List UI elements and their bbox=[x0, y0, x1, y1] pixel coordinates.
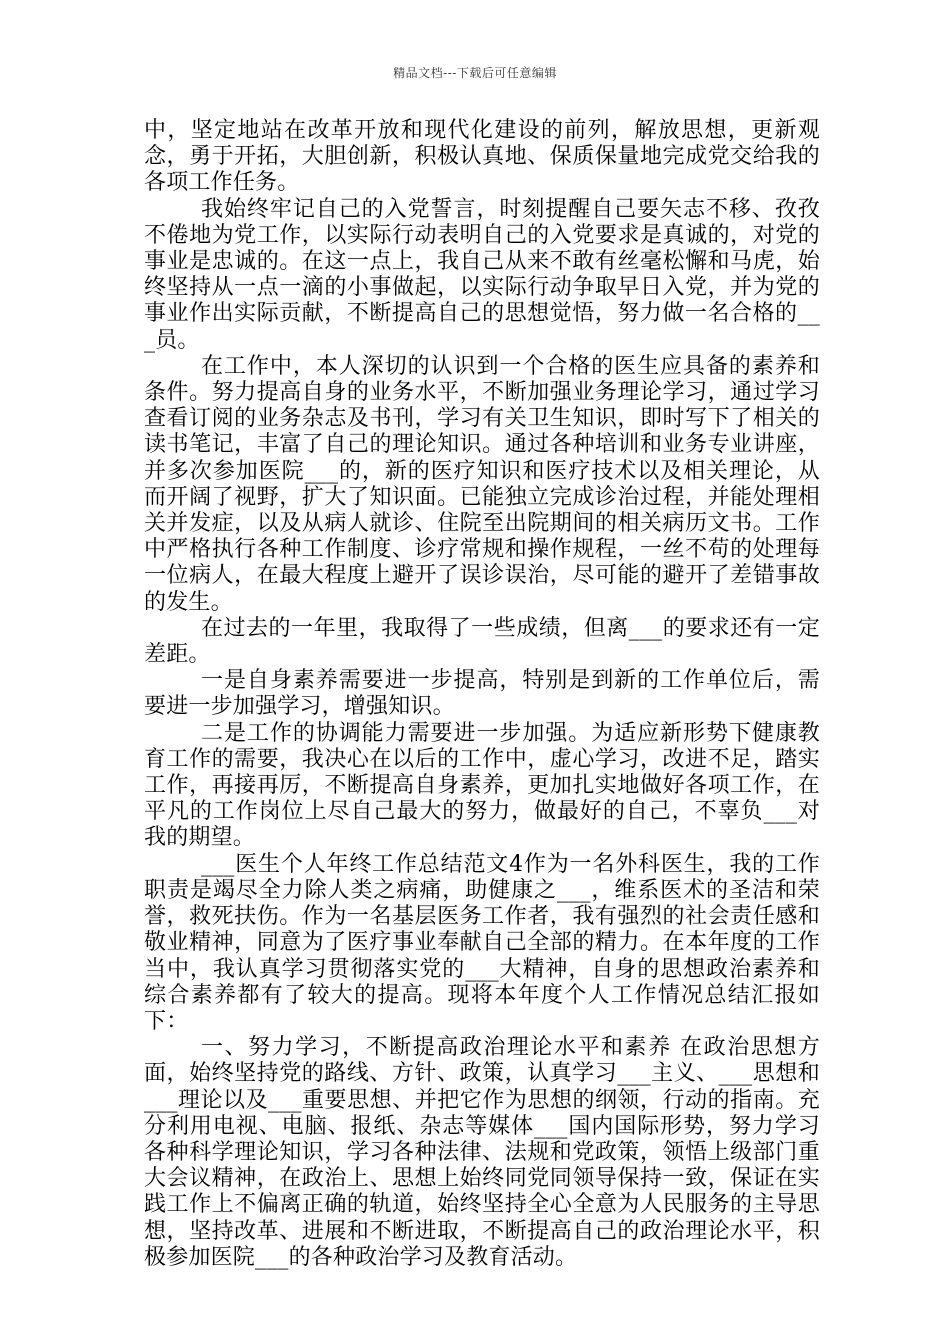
paragraph: 中，坚定地站在改革开放和现代化建设的前列，解放思想，更新观念，勇于开拓，大胆创新，积极认真地、保质保量地完成党交给我的各项工作任务。 bbox=[144, 118, 820, 196]
paragraph: 在工作中，本人深切的认识到一个合格的医生应具备的素养和条件。努力提高自身的业务水平，不断加强业务理论学习，通过学习查看订阅的业务杂志及书刊，学习有关卫生知识，即时写下了相关的读书笔记，丰富了自己的理论知识。通过各种培训和业务专业讲座，并多次参加医院___的，新的医疗知识和医疗技术以及相关理论，从而开阔了视野，扩大了知识面。已能独立完成诊治过程，并能处理相关并发症，以及从病人就诊、住院至出院期间的相关病历文书。工作中严格执行各种工作制度、诊疗常规和操作规程，一丝不苟的处理每一位病人，在最大程度上避开了误诊误治，尽可能的避开了差错事故的发生。 bbox=[144, 353, 820, 615]
page-header: 精品文档---下载后可任意编辑 bbox=[393, 66, 557, 80]
paragraph: ___医生个人年终工作总结范文4作为一名外科医生，我的工作职责是竭尽全力除人类之病痛，助健康之___，维系医术的圣洁和荣誉，救死扶伤。作为一名基层医务工作者，我有强烈的社会责任感和敬业精神，同意为了医疗事业奉献自己全部的精力。在本年度的工作当中，我认真学习贯彻落实党的___大精神，自身的思想政治素养和综合素养都有了较大的提高。现将本年度个人工作情况总结汇报如下： bbox=[144, 851, 820, 1034]
paragraph: 在过去的一年里，我取得了一些成绩，但离___的要求还有一定差距。 bbox=[144, 615, 820, 668]
paragraph: 二是工作的协调能力需要进一步加强。为适应新形势下健康教育工作的需要，我决心在以后的工作中，虚心学习，改进不足，踏实工作，再接再厉，不断提高自身素养，更加扎实地做好各项工作，在平凡的工作岗位上尽自己最大的努力，做最好的自己，不辜负___对我的期望。 bbox=[144, 720, 820, 851]
paragraph: 一是自身素养需要进一步提高，特别是到新的工作单位后，需要进一步加强学习，增强知识。 bbox=[144, 668, 820, 720]
paragraph: 我始终牢记自己的入党誓言，时刻提醒自己要矢志不移、孜孜不倦地为党工作，以实际行动表明自己的入党要求是真诚的，对党的事业是忠诚的。在这一点上，我自己从来不敢有丝毫松懈和马虎，始终坚持从一点一滴的小事做起，以实际行动争取早日入党，并为党的事业作出实际贡献，不断提高自己的思想觉悟，努力做一名合格的___员。 bbox=[144, 196, 820, 353]
paragraph: 一、努力学习，不断提高政治理论水平和素养 在政治思想方面，始终坚持党的路线、方针、政策，认真学习___主义、___思想和___理论以及___重要思想、并把它作为思想的纲领，行动的指南。充分利用电视、电脑、报纸、杂志等媒体___国内国际形势，努力学习各种科学理论知识，学习各种法律、法规和党政策，领悟上级部门重大会议精神，在政治上、思想上始终同党同领导保持一致，保证在实践工作上不偏离正确的轨道，始终坚持全心全意为人民服务的主导思想，坚持改革、进展和不断进取，不断提高自己的政治理论水平，积极参加医院___的各种政治学习及教育活动。 bbox=[144, 1035, 820, 1270]
document-body bbox=[144, 118, 820, 1271]
